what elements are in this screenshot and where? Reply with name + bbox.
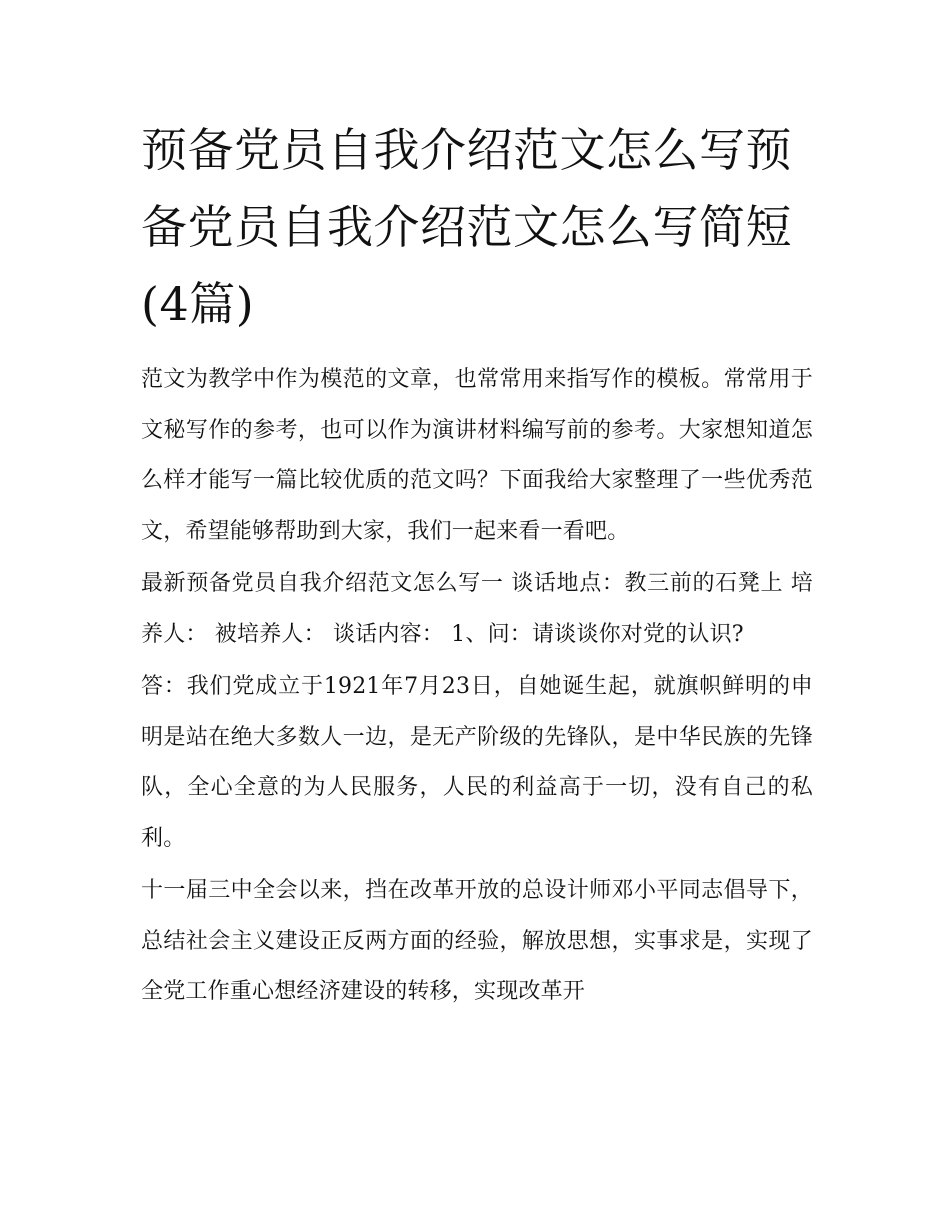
paragraph-reform: 十一届三中全会以来，挡在改革开放的总设计师邓小平同志倡导下，总结社会主义建设正反两方面的经验，解放思想，实事求是，实现了全党工作重心想经济建设的转移，实现改革开 (141, 878, 813, 1004)
document-body (141, 355, 813, 1018)
document-page (141, 112, 813, 1020)
paragraph-interview-header: 最新预备党员自我介绍范文怎么写一 谈话地点：教三前的石凳上 培养人： 被培养人： 谈话内容： 1、问：请谈谈你对党的认识? (141, 571, 813, 647)
paragraph-answer: 答：我们党成立于1921年7月23日，自她诞生起，就旗帜鲜明的申明是站在绝大多数人一边，是无产阶级的先锋队，是中华民族的先锋队，全心全意的为人民服务，人民的利益高于一切，没有自己的私利。 (141, 674, 813, 851)
document-title: 预备党员自我介绍范文怎么写预备党员自我介绍范文怎么写简短(4篇) (141, 123, 792, 331)
paragraph-intro: 范文为教学中作为模范的文章，也常常用来指写作的模板。常常用于文秘写作的参考，也可以作为演讲材料编写前的参考。大家想知道怎么样才能写一篇比较优质的范文吗？下面我给大家整理了一些优秀范文，希望能够帮助到大家，我们一起来看一看吧。 (141, 367, 813, 544)
